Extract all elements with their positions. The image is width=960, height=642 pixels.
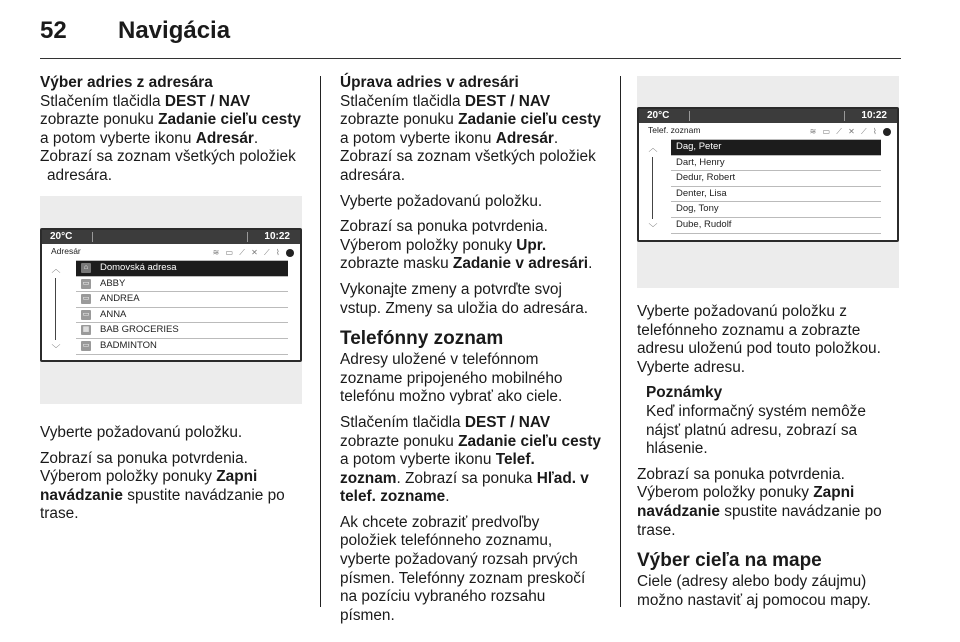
menu-item-name: navádzanie (637, 502, 720, 520)
text: spustite navádzanie po (719, 502, 882, 520)
scrollbar[interactable] (647, 143, 659, 233)
screenshot-address-book (40, 196, 302, 404)
menu-name: Zadanie cieľu cesty (158, 111, 301, 129)
divider (689, 111, 690, 121)
screen-title: Telef. zoznam (648, 125, 701, 135)
text: trase. (40, 505, 79, 523)
paragraph (637, 573, 907, 610)
text: a potom vyberte ikonu (40, 129, 196, 147)
text: . (445, 488, 450, 506)
phonebook-list (671, 139, 881, 234)
text: zobrazte ponuku (340, 432, 459, 450)
list-item[interactable] (671, 171, 881, 187)
menu-name: Zadanie cieľu cesty (458, 111, 601, 129)
info-icon (286, 249, 294, 257)
icon-name: zoznam (340, 469, 397, 487)
paragraph (340, 218, 606, 274)
list-item-label: Dart, Henry (676, 156, 725, 168)
status-icons: ≋ ▭ ⟋ ✕ ⟋ ⌇ (810, 125, 891, 139)
text: Stlačením tlačidla (340, 413, 465, 431)
icon-name: Adresár (195, 129, 254, 147)
entry-type-icon: ▭ (82, 310, 90, 318)
text: zozname pripojeného mobilného (340, 369, 563, 387)
scrollbar[interactable] (50, 264, 62, 354)
paragraph (340, 514, 606, 626)
screen-header (639, 123, 897, 137)
menu-item-name: Upr. (516, 236, 547, 254)
text: trase. (637, 521, 676, 539)
header-rule (40, 58, 901, 59)
divider (92, 232, 93, 242)
screen-title: Adresár (51, 246, 81, 256)
status-bar (639, 109, 897, 123)
mask-name: Zadanie v adresári (452, 255, 589, 273)
menu-item-name: navádzanie (40, 486, 123, 504)
section-heading: Výber cieľa na mape (637, 550, 822, 572)
paragraph (40, 450, 308, 524)
list-item[interactable] (76, 308, 288, 324)
text: Zobrazí sa zoznam všetkých položiek (40, 148, 296, 166)
text: a potom vyberte ikonu (340, 451, 496, 469)
list-item-label: Dag, Peter (676, 141, 722, 152)
text: Ak chcete zobraziť predvoľby (340, 513, 540, 531)
column-divider-2 (620, 76, 621, 607)
text: písmen. (340, 606, 395, 624)
list-item-label: Dedur, Robert (676, 172, 736, 184)
scroll-down-icon[interactable]: ﹀ (51, 344, 61, 354)
menu-name: Hľad. v (536, 469, 589, 487)
column-1 (40, 74, 308, 193)
address-list (76, 260, 288, 355)
text: písmen. Telefónny zoznam preskočí (340, 569, 586, 587)
column-3 (637, 303, 907, 617)
page-title: Navigácia (118, 17, 231, 44)
list-item-label: Dog, Tony (676, 203, 719, 215)
scroll-up-icon[interactable]: ︿ (648, 143, 658, 153)
section-heading: Úprava adries v adresári (340, 74, 519, 91)
text: Zobrazí sa ponuka potvrdenia. (340, 218, 548, 236)
button-name: DEST / NAV (464, 413, 551, 431)
text: na pozíciu vybraného rozsahu (340, 588, 546, 606)
clock: 10:22 (861, 110, 887, 121)
column-1-lower (40, 424, 308, 531)
list-item-label: BADMINTON (100, 339, 157, 351)
page-number: 52 (40, 17, 67, 44)
text: Zobrazí sa zoznam všetkých položiek (340, 148, 596, 166)
column-divider-1 (320, 76, 321, 607)
list-item[interactable] (671, 218, 881, 234)
list-item[interactable] (671, 156, 881, 172)
icon-name: Adresár (495, 129, 554, 147)
text: Ciele (adresy alebo body záujmu) (637, 573, 867, 591)
paragraph (40, 93, 308, 186)
paragraph (637, 303, 907, 377)
text: Stlačením tlačidla (40, 92, 165, 110)
text: zobrazte masku (340, 255, 453, 273)
scroll-down-icon[interactable]: ﹀ (648, 223, 658, 233)
section-heading: Telefónny zoznam (340, 328, 504, 350)
display-screen (40, 228, 302, 362)
text: telefónu možno vybrať ako ciele. (340, 388, 563, 406)
temperature: 20°C (647, 110, 670, 121)
text: . (588, 255, 593, 273)
divider (247, 232, 248, 242)
text: Vykonajte zmeny a potvrďte svoj (340, 280, 562, 298)
list-item-label: ABBY (100, 277, 126, 289)
menu-name: telef. zozname (340, 488, 446, 506)
temperature: 20°C (50, 231, 73, 242)
list-item[interactable] (671, 187, 881, 203)
note-box (637, 384, 907, 458)
text: zobrazte ponuku (40, 111, 159, 129)
text: telefónneho zoznamu a zobrazte (637, 321, 861, 339)
list-item-label: Denter, Lisa (676, 187, 727, 199)
text: . (553, 129, 559, 147)
note-heading: Poznámky (646, 384, 723, 402)
list-item[interactable] (76, 261, 288, 277)
list-item[interactable] (671, 140, 881, 156)
text: Zobrazí sa ponuka potvrdenia. (637, 465, 845, 483)
paragraph (340, 281, 606, 318)
scroll-track (652, 157, 653, 219)
home-icon: ⌂ (81, 263, 91, 273)
text: hlásenie. (646, 440, 708, 458)
screen-header (42, 244, 300, 258)
text: adresára. (47, 166, 113, 184)
menu-item-name: Zapni (216, 468, 258, 486)
text: Vyberte adresu. (637, 358, 746, 376)
text: Keď informačný systém nemôže (646, 402, 866, 420)
list-item-label: Dube, Rudolf (676, 218, 732, 230)
status-bar (42, 230, 300, 244)
paragraph (340, 351, 606, 407)
menu-item-name: Zapni (813, 484, 855, 502)
list-item-label: ANDREA (100, 293, 140, 305)
text: Zobrazí sa ponuka potvrdenia. (40, 449, 248, 467)
list-item[interactable] (671, 202, 881, 218)
text: Výberom položky ponuky (340, 236, 517, 254)
text: zobrazte ponuku (340, 111, 459, 129)
note-text (646, 403, 907, 459)
list-item[interactable] (76, 323, 288, 339)
clock: 10:22 (264, 231, 290, 242)
button-name: DEST / NAV (164, 92, 251, 110)
list-item-label: BAB GROCERIES (100, 324, 179, 336)
paragraph (340, 414, 606, 507)
text: . Zobrazí sa ponuka (396, 469, 537, 487)
text: vyberte požadovaný rozsah prvých (340, 551, 578, 569)
button-name: DEST / NAV (464, 92, 551, 110)
list-item[interactable] (76, 339, 288, 355)
paragraph (340, 93, 606, 186)
column-2 (340, 74, 606, 632)
text: Vyberte požadovanú položku z (637, 303, 847, 320)
text: . (253, 129, 259, 147)
text: adresára. (340, 166, 406, 184)
list-item[interactable] (76, 292, 288, 308)
entry-type-icon: ▭ (82, 341, 90, 349)
divider (844, 111, 845, 121)
text: Stlačením tlačidla (340, 92, 465, 110)
paragraph: Vyberte požadovanú položku. (40, 424, 243, 441)
poi-icon: ▦ (82, 326, 90, 334)
list-item[interactable] (76, 277, 288, 293)
paragraph: Vyberte požadovanú položku. (340, 192, 543, 210)
text: a potom vyberte ikonu (340, 129, 496, 147)
text: Výberom položky ponuky (637, 484, 814, 502)
status-icons: ≋ ▭ ⟋ ✕ ⟋ ⌇ (213, 246, 294, 260)
scroll-up-icon[interactable]: ︿ (51, 264, 61, 274)
text: nájsť platnú adresu, zobrazí sa (646, 421, 858, 439)
text: Adresy uložené v telefónnom (340, 351, 539, 369)
display-screen (637, 107, 899, 242)
scroll-track (55, 278, 56, 340)
text: vstup. Zmeny sa uložia do adresára. (340, 299, 589, 317)
list-item-label: Domovská adresa (100, 262, 177, 273)
text: Výberom položky ponuky (40, 468, 217, 486)
paragraph (637, 466, 907, 540)
info-icon (883, 128, 891, 136)
text: možno nastaviť aj pomocou mapy. (637, 591, 871, 609)
entry-type-icon: ▭ (82, 279, 90, 287)
icon-name: Telef. (495, 451, 535, 469)
section-heading: Výber adries z adresára (40, 74, 213, 91)
text: položiek telefónneho zoznamu, (340, 532, 553, 550)
text: spustite navádzanie po (122, 486, 285, 504)
screenshot-phonebook (637, 76, 899, 288)
menu-name: Zadanie cieľu cesty (458, 432, 601, 450)
entry-type-icon: ▭ (82, 295, 90, 303)
list-item-label: ANNA (100, 308, 127, 320)
text: adresu uloženú pod touto položkou. (637, 340, 881, 358)
